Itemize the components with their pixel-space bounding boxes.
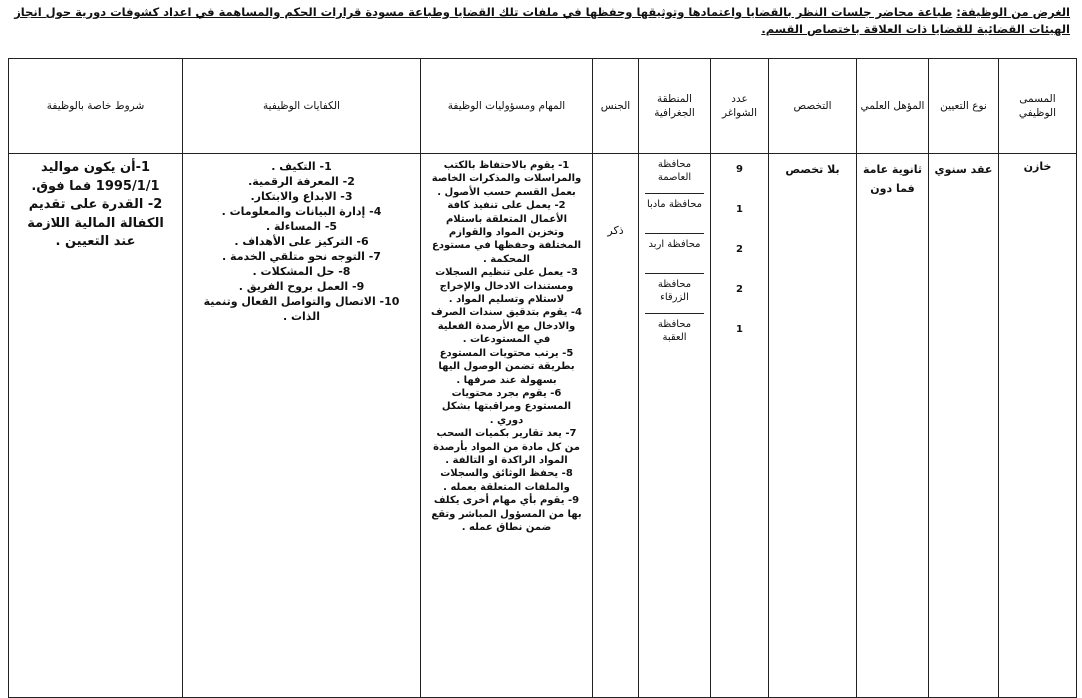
- list-item: 6- يقوم بجرد محتويات المستودع ومراقبتها بشكل دوري .: [441, 387, 572, 426]
- list-item: 7- يعد تقارير بكميات السحب من كل مادة من المواد بأرصدة المواد الراكدة او التالفة .: [433, 428, 580, 466]
- vacancy-count: 2: [736, 244, 743, 255]
- vacancy-count: 1: [736, 324, 743, 335]
- list-item: 1- يقوم بالاحتفاظ بالكتب والمراسلات والمذكرات الخاصة بعمل القسم حسب الأصول .: [431, 160, 582, 198]
- cell-competencies: [183, 154, 421, 698]
- cell-conditions: [9, 154, 183, 698]
- list-item: 4- يقوم بتدقيق سندات الصرف والادخال مع الأرصدة الفعلية في المستودعات .: [431, 307, 582, 346]
- list-item: 2- القدرة على تقديم الكفالة المالية اللازمة عند التعيين .: [27, 197, 164, 249]
- purpose-text: طباعة محاضر جلسات النظر بالقضايا واعتمادها وتوثيقها وحفظها في ملفات تلك القضايا وطباعة مسودة قرارات الحكم والمساهمة في اعداد كشوفات دورية حول انجاز الهيئات القضائية للقضايا ذات العلاقة باختصاص القسم.: [14, 5, 1070, 36]
- list-item: 1-أن يكون مواليد 1995/1/1 فما فوق.: [31, 160, 160, 194]
- list-item: 8- يحفظ الوثائق والسجلات والملفات المتعلقة بعمله .: [440, 468, 573, 493]
- list-item: 2- المعرفة الرقمية.: [248, 175, 355, 188]
- cell-vacancies: [711, 154, 769, 698]
- header-vacancies: عدد الشواغر: [711, 59, 769, 154]
- list-item: 6- التركيز على الأهداف .: [234, 235, 369, 248]
- cell-tasks: [421, 154, 593, 698]
- job-table: [8, 58, 1077, 698]
- vacancy-count: 9: [736, 164, 743, 175]
- region-name: محافظة مادبا: [645, 194, 704, 234]
- region-name: محافظة اربد: [645, 234, 704, 274]
- list-item: 10- الاتصال والتواصل الفعال وتنمية الذات .: [203, 295, 400, 323]
- header-appointment-type: نوع التعيين: [929, 59, 999, 154]
- list-item: 9- العمل بروح الفريق .: [238, 280, 365, 293]
- header-gender: الجنس: [593, 59, 639, 154]
- list-item: 8- حل المشكلات .: [252, 265, 351, 278]
- purpose-label: الغرض من الوظيفة:: [956, 5, 1070, 19]
- list-item: 2- يعمل على تنفيذ كافة الأعمال المتعلقة باستلام وتخزين المواد والقوازم المختلفة وحفظها في مستودع المحكمة .: [431, 200, 582, 265]
- header-specialization: التخصص: [769, 59, 857, 154]
- tasks-list: [422, 155, 591, 538]
- cell-regions: [639, 154, 711, 698]
- header-conditions: شروط خاصة بالوظيفة: [9, 59, 183, 154]
- job-purpose: [10, 4, 1070, 38]
- competencies-list: [184, 155, 419, 328]
- header-competencies: الكفايات الوظيفية: [183, 59, 421, 154]
- conditions-list: [10, 155, 181, 256]
- list-item: 3- يعمل على تنظيم السجلات ومستندات الادخال والإخراج لاستلام وتسليم المواد .: [435, 267, 578, 306]
- list-item: 1- التكيف .: [271, 160, 332, 173]
- list-item: 4- إدارة البيانات والمعلومات .: [221, 205, 382, 218]
- cell-specialization: بلا تخصص: [769, 154, 857, 698]
- region-name: محافظة العقبة: [657, 319, 692, 343]
- cell-job-title: خازن: [999, 154, 1077, 698]
- list-item: 7- التوجه نحو متلقي الخدمة .: [222, 250, 381, 263]
- header-row: [9, 59, 1077, 154]
- header-job-title: المسمى الوظيفي: [999, 59, 1077, 154]
- table-row: [9, 154, 1077, 698]
- header-qualification: المؤهل العلمي: [857, 59, 929, 154]
- list-item: 5- المساءلة .: [265, 220, 338, 233]
- vacancy-count: 1: [736, 204, 743, 215]
- vacancy-count: 2: [736, 284, 743, 295]
- list-item: 5- يرتب محتويات المستودع بطريقة تضمن الوصول اليها بسهولة عند صرفها .: [438, 347, 575, 386]
- cell-qualification: ثانوية عامة فما دون: [857, 154, 929, 698]
- region-name: محافظة الزرقاء: [645, 274, 704, 314]
- header-tasks: المهام ومسؤوليات الوظيفة: [421, 59, 593, 154]
- region-name: محافظة العاصمة: [645, 154, 704, 194]
- header-region: المنطقة الجغرافية: [639, 59, 711, 154]
- list-item: 3- الابداع والابتكار.: [250, 190, 353, 203]
- list-item: 9- يقوم بأي مهام أخرى يكلف بها من المسؤول المباشر وتقع ضمن نطاق عمله .: [431, 495, 582, 533]
- cell-gender: ذكر: [593, 154, 639, 698]
- cell-appointment-type: عقد سنوي: [929, 154, 999, 698]
